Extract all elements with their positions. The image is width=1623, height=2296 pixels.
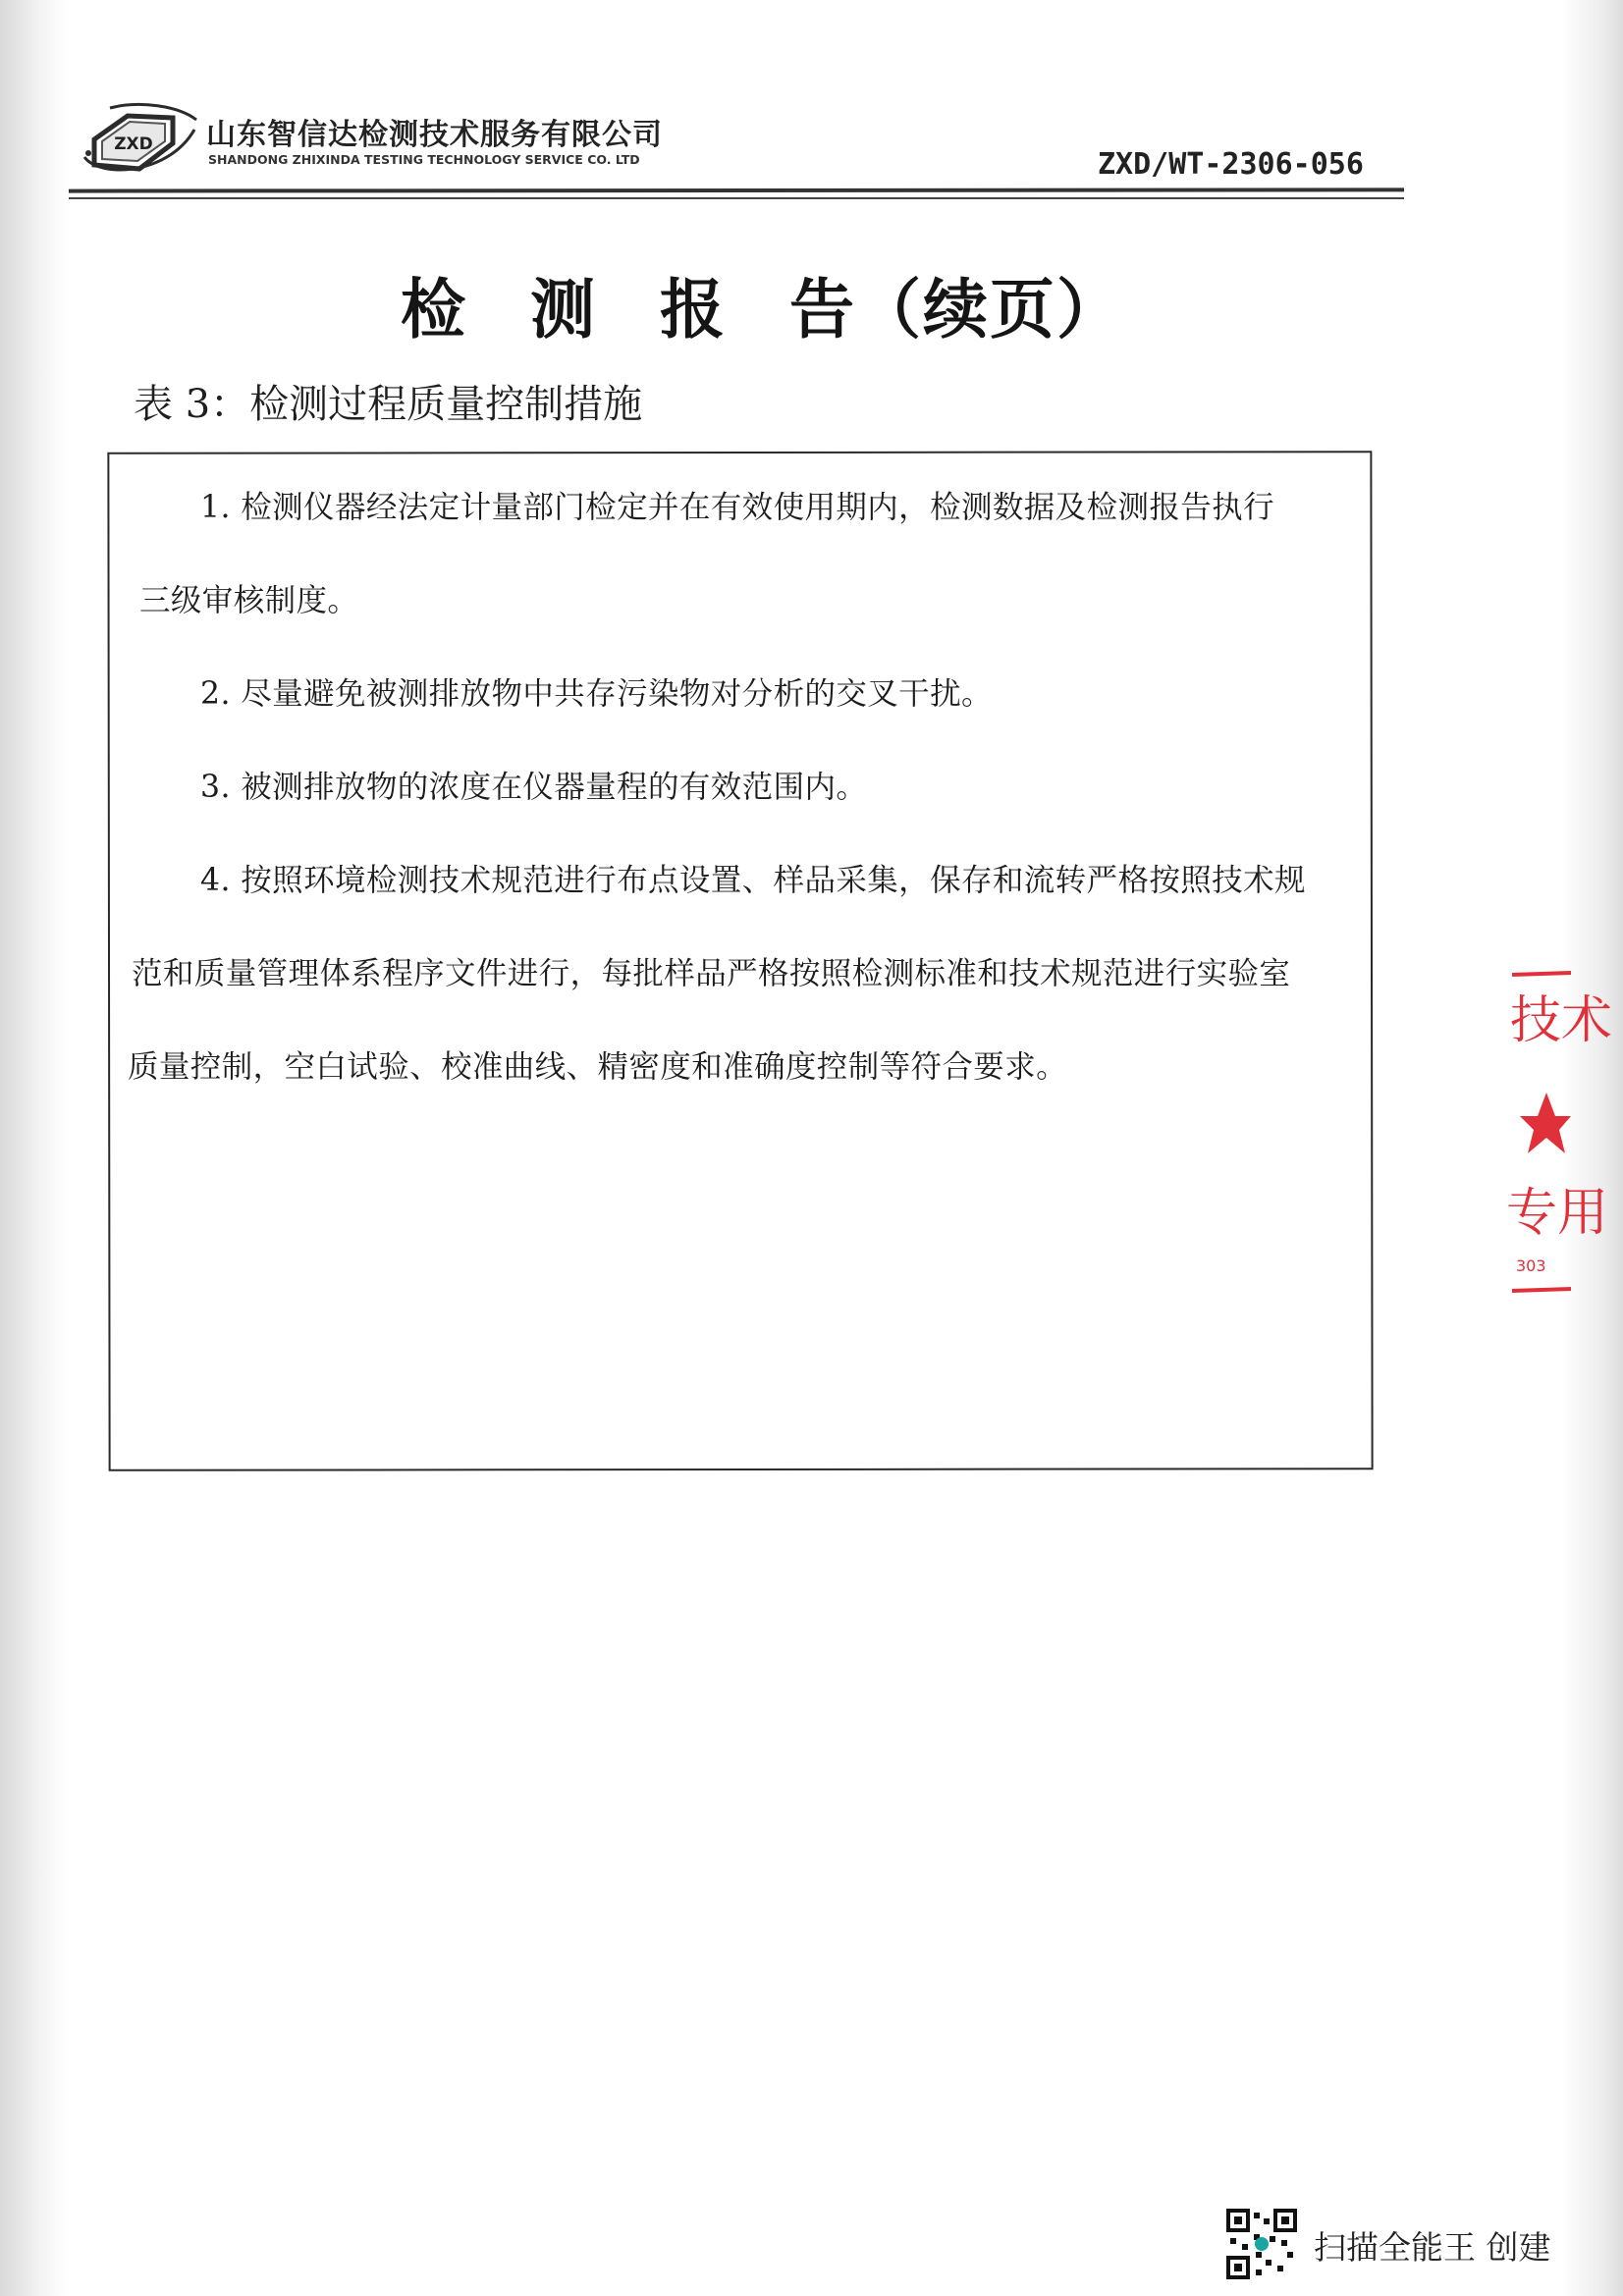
header-rule-thin bbox=[69, 197, 1404, 199]
title-char: 报 bbox=[660, 272, 727, 347]
report-code: ZXD/WT-2306-056 bbox=[1098, 147, 1364, 182]
measure-line: 2. 尽量避免被测排放物中共存污染物对分析的交叉干扰。 bbox=[200, 676, 993, 712]
measure-line: 质量控制，空白试验、校准曲线、精密度和准确度控制等符合要求。 bbox=[128, 1049, 1068, 1085]
measure-line: 范和质量管理体系程序文件进行，每批样品严格按照检测标准和技术规范进行实验室 bbox=[132, 956, 1291, 991]
logo-text: ZXD bbox=[114, 134, 153, 154]
measure-line: 3. 被测排放物的浓度在仪器量程的有效范围内。 bbox=[200, 770, 868, 805]
company-seal bbox=[1492, 967, 1613, 1301]
seal-text-top: 技术 bbox=[1510, 991, 1613, 1050]
seal-number: 303 bbox=[1516, 1256, 1546, 1275]
measure-line: 4. 按照环境检测技术规范进行布点设置、样品采集，保存和流转严格按照技术规 bbox=[200, 863, 1306, 898]
title-suffix: 告（续页） bbox=[789, 272, 1123, 347]
measure-line: 1. 检测仪器经法定计量部门检定并在有效使用期内，检测数据及检测报告执行 bbox=[200, 490, 1274, 525]
title-char: 测 bbox=[530, 272, 597, 347]
table-caption: 表 3：检测过程质量控制措施 bbox=[134, 382, 643, 427]
seal-star-icon bbox=[1520, 1093, 1571, 1153]
qr-code-icon bbox=[1226, 2209, 1297, 2279]
measure-line: 三级审核制度。 bbox=[139, 583, 359, 618]
company-logo bbox=[81, 100, 198, 181]
scanner-watermark: 扫描全能王 创建 bbox=[1314, 2228, 1551, 2267]
company-name-cn: 山东智信达检测技术服务有限公司 bbox=[206, 118, 663, 152]
scan-shadow-left bbox=[0, 0, 69, 2296]
title-char: 检 bbox=[401, 272, 467, 347]
document-title bbox=[401, 257, 1123, 350]
header-rule-thick bbox=[69, 187, 1404, 192]
company-name-en: SHANDONG ZHIXINDA TESTING TECHNOLOGY SERVICE CO. LTD bbox=[208, 152, 640, 167]
seal-text-bottom: 专用 bbox=[1506, 1184, 1609, 1243]
